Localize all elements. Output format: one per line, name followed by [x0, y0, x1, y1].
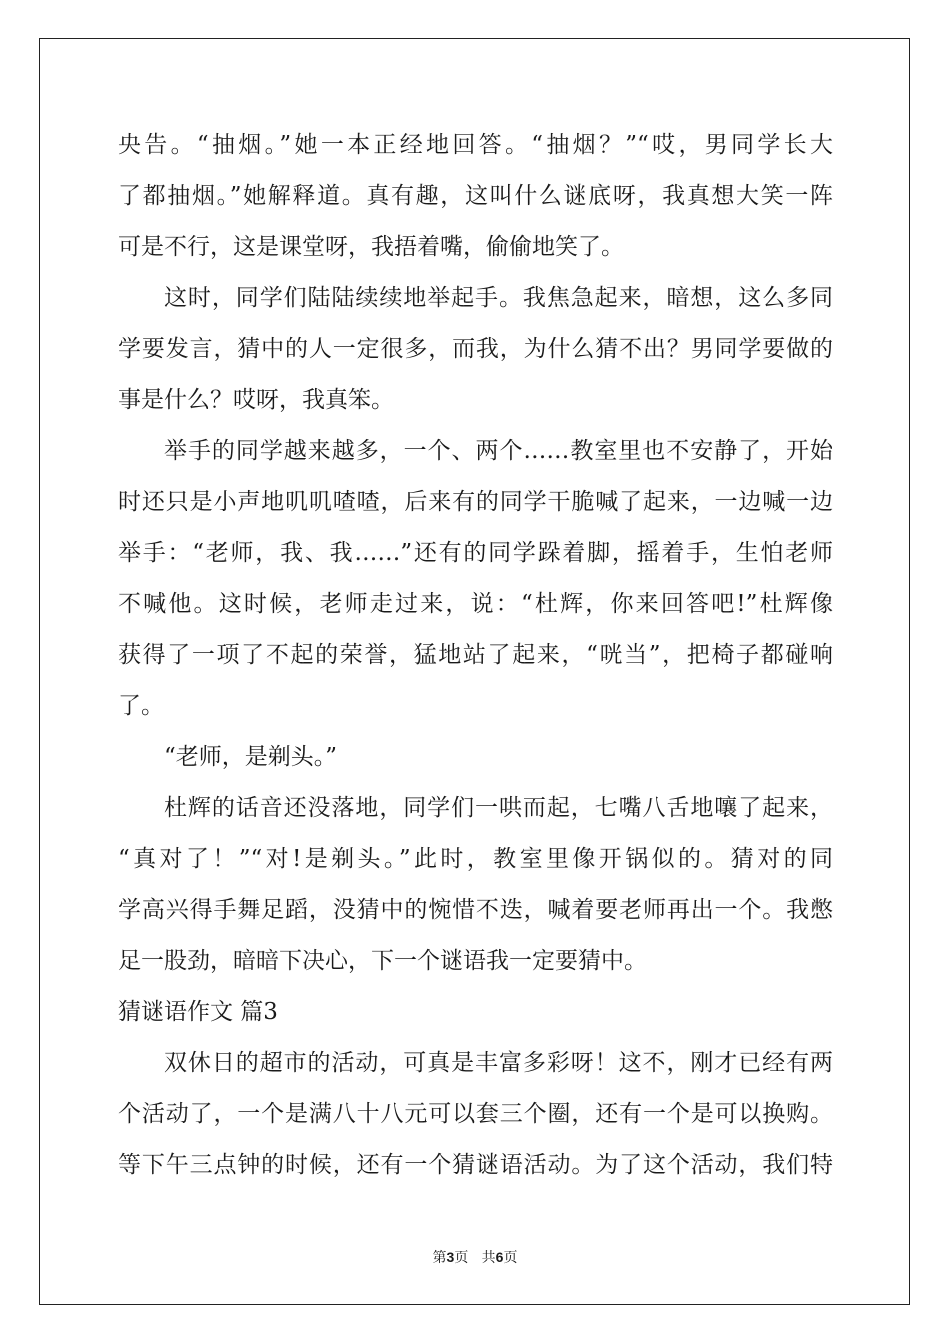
page-footer	[0, 1247, 950, 1267]
text-line: 不喊他。这时候，老师走过来，说：“杜辉，你来回答吧!”杜辉像	[118, 591, 833, 617]
text-line: 足一股劲，暗暗下决心，下一个谜语我一定要猜中。	[118, 948, 647, 974]
text-line: “真对了！”“对!是剃头。”此时，教室里像开锅似的。猜对的同	[118, 846, 833, 872]
page-suffix: 页	[503, 1250, 518, 1266]
paragraph-start: 这时，同学们陆陆续续地举起手。我焦急起来，暗想，这么多同	[164, 285, 833, 311]
text-line: 等下午三点钟的时候，还有一个猜谜语活动。为了这个活动，我们特	[118, 1152, 833, 1178]
text-line: 举手：“老师，我、我……”还有的同学跺着脚，摇着手，生怕老师	[118, 540, 833, 566]
text-line: 学高兴得手舞足蹈，没猜中的惋惜不迭，喊着要老师再出一个。我憋	[118, 897, 833, 923]
page-prefix: 第	[432, 1250, 447, 1266]
page-total: 6	[495, 1249, 504, 1265]
text-line: 可是不行，这是课堂呀，我捂着嘴，偷偷地笑了。	[118, 234, 624, 260]
text-line: 了都抽烟。”她解释道。真有趣，这叫什么谜底呀，我真想大笑一阵	[118, 183, 833, 209]
text-line: 央告。“抽烟。”她一本正经地回答。“抽烟？”“哎，男同学长大	[118, 132, 833, 158]
paragraph-start: 双休日的超市的活动，可真是丰富多彩呀！这不，刚才已经有两	[164, 1050, 833, 1076]
section-heading: 猜谜语作文 篇3	[118, 999, 278, 1025]
text-line: 个活动了，一个是满八十八元可以套三个圈，还有一个是可以换购。	[118, 1101, 833, 1127]
paragraph-start: 杜辉的话音还没落地，同学们一哄而起，七嘴八舌地嚷了起来，	[164, 795, 833, 821]
text-line: 获得了一项了不起的荣誉，猛地站了起来，“咣当”，把椅子都碰响	[118, 642, 833, 668]
paragraph-start: “老师，是剃头。”	[164, 744, 338, 770]
text-line: 事是什么？哎呀，我真笨。	[118, 387, 394, 413]
text-line: 学要发言，猜中的人一定很多，而我，为什么猜不出？男同学要做的	[118, 336, 833, 362]
page-current: 3	[446, 1249, 455, 1265]
text-line: 时还只是小声地叽叽喳喳，后来有的同学干脆喊了起来，一边喊一边	[118, 489, 833, 515]
paragraph-start: 举手的同学越来越多，一个、两个……教室里也不安静了，开始	[164, 438, 833, 464]
document-body	[118, 120, 833, 1191]
text-line: 了。	[118, 693, 164, 719]
page-mid: 页 共	[454, 1250, 496, 1266]
